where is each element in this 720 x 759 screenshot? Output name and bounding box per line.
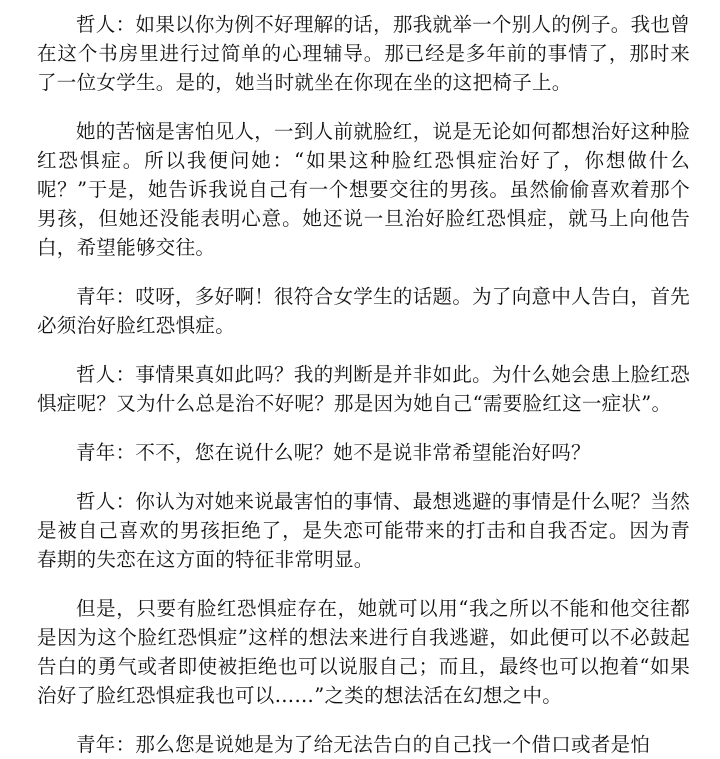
paragraph-2: 她的苦恼是害怕见人，一到人前就脸红，说是无论如何都想治好这种脸红恐惧症。所以我便问她：“如果这种脸红恐惧症治好了，你想做什么呢？”于是，她告诉我说自己有一个想要交往的男孩。虽然偷偷喜欢着那个男孩，但她还没能表明心意。她还说一旦治好脸红恐惧症，就马上向他告白，希望能够交往。 xyxy=(37,120,690,259)
paragraph-7: 但是，只要有脸红恐惧症存在，她就可以用“我之所以不能和他交往都是因为这个脸红恐惧症”这样的想法来进行自我逃避，如此便可以不必鼓起告白的勇气或者即使被拒绝也可以说服自己；而且，最终也可以抱着“如果治好了脸红恐惧症我也可以……”之类的想法活在幻想之中。 xyxy=(37,597,690,707)
paragraph-3: 青年：哎呀，多好啊！很符合女学生的话题。为了向意中人告白，首先必须治好脸红恐惧症。 xyxy=(37,285,690,337)
paragraph-4: 哲人：事情果真如此吗？我的判断是并非如此。为什么她会患上脸红恐惧症呢？又为什么总是治不好呢？那是因为她自己“需要脸红这一症状”。 xyxy=(37,363,690,415)
paragraph-6: 哲人：你认为对她来说最害怕的事情、最想逃避的事情是什么呢？当然是被自己喜欢的男孩拒绝了，是失恋可能带来的打击和自我否定。因为青春期的失恋在这方面的特征非常明显。 xyxy=(37,490,690,571)
paragraph-8: 青年：那么您是说她是为了给无法告白的自己找一个借口或者是怕 xyxy=(76,733,651,756)
paragraph-5: 青年：不不，您在说什么呢？她不是说非常希望能治好吗？ xyxy=(76,441,591,464)
paragraph-1: 哲人：如果以你为例不好理解的话，那我就举一个别人的例子。我也曾在这个书房里进行过简单的心理辅导。那已经是多年前的事情了，那时来了一位女学生。是的，她当时就坐在你现在坐的这把椅子上。 xyxy=(37,13,690,94)
